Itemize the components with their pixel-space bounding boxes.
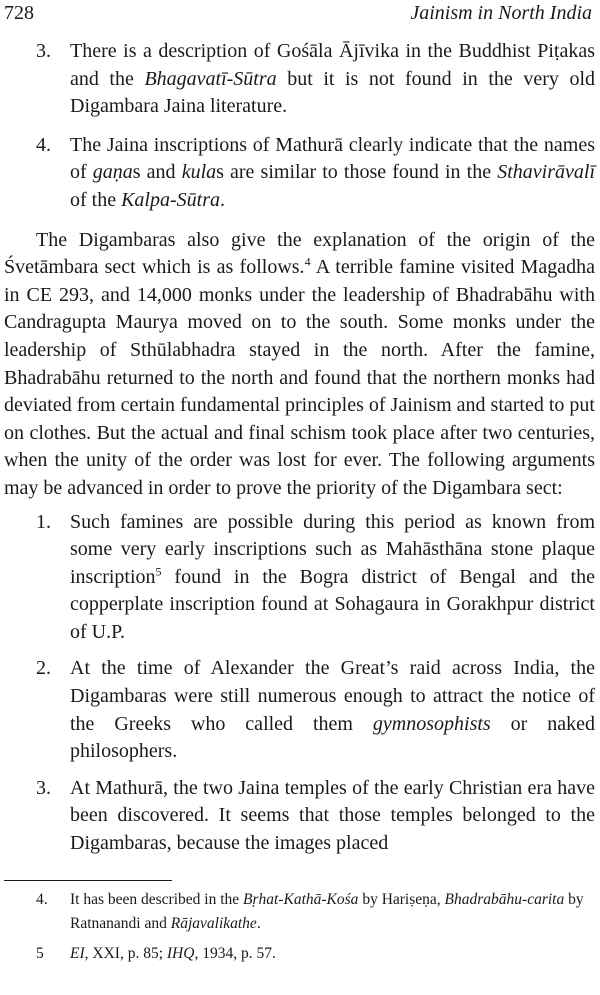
footnote-number: 5	[36, 945, 44, 962]
footnote-ref: 5	[155, 564, 162, 579]
page-number: 728	[4, 2, 34, 24]
numbered-list-2	[4, 509, 595, 858]
footnote-text: It has been described in the Bṛhat-Kathā-Kośa by Hariṣeṇa, Bhadrabāhu-carita by Ratnanandi and Rājavalikathe.	[70, 891, 584, 932]
list-number: 3.	[36, 40, 51, 62]
list-number: 2.	[36, 657, 51, 680]
list-item-text: At Mathurā, the two Jaina temples of the early Christian era have been discovered. It seems that those temples belonged to the Digambaras, because the images placed	[70, 776, 595, 855]
running-title: Jainism in North India	[410, 2, 592, 24]
footnote-ref: 4	[304, 254, 311, 269]
numbered-list-1	[4, 38, 595, 215]
list-item-text: The Jaina inscriptions of Mathurā clearly indicate that the names of gaṇas and kulas are similar to those found in the Sthavirāvalī of the Kalpa-Sūtra.	[70, 133, 595, 211]
list-item-text: Such famines are possible during this period as known from some very early inscriptions such as Mahāsthāna stone plaque inscription$^5$ found in the Bogra district of Bengal and the copperplate inscription found at Sohagaura in Gorakhpur district of U.P.	[70, 510, 595, 643]
footnote-number: 4.	[36, 891, 48, 908]
list-item	[4, 38, 595, 121]
footnote	[4, 942, 595, 966]
list-number: 1.	[36, 510, 51, 533]
list-item-text: There is a description of Gośāla Ājīvika in the Buddhist Piṭakas and the Bhagavatī-Sūtra but it is not found in the very old Digambara Jaina literature.	[70, 40, 596, 118]
running-header	[0, 2, 600, 30]
list-number: 3.	[36, 776, 51, 799]
list-item	[4, 775, 595, 858]
list-number: 4.	[36, 133, 51, 156]
footnote	[4, 888, 595, 936]
main-text	[4, 38, 595, 858]
footnote-text: EI, XXI, p. 85; IHQ, 1934, p. 57.	[70, 945, 276, 962]
list-item	[4, 509, 595, 647]
list-item	[4, 655, 595, 765]
footnote-rule	[4, 880, 172, 881]
list-item-text: At the time of Alexander the Great’s raid across India, the Digambaras were still numerous enough to attract the notice of the Greeks who called them gymnosophists or naked philosophers.	[70, 657, 595, 763]
list-item	[4, 132, 595, 215]
body-paragraph: The Digambaras also give the explanation of the origin of the Śvetāmbara sect which is as follows.$^4$ A terrible famine visited Magadha in CE 293, and 14,000 monks under the leadership of Bhadrabāhu with Candragupta Maurya moved on to the south. Some monks under the leadership of Sthūlabhadra stayed in the north. After the famine, Bhadrabāhu returned to the north and found that the northern monks had deviated from certain fundamental principles of Jainism and started to put on clothes. But the actual and final schism took place after two centuries, when the unity of the order was lost for ever. The following arguments may be advanced in order to prove the priority of the Digambara sect:	[4, 228, 595, 499]
